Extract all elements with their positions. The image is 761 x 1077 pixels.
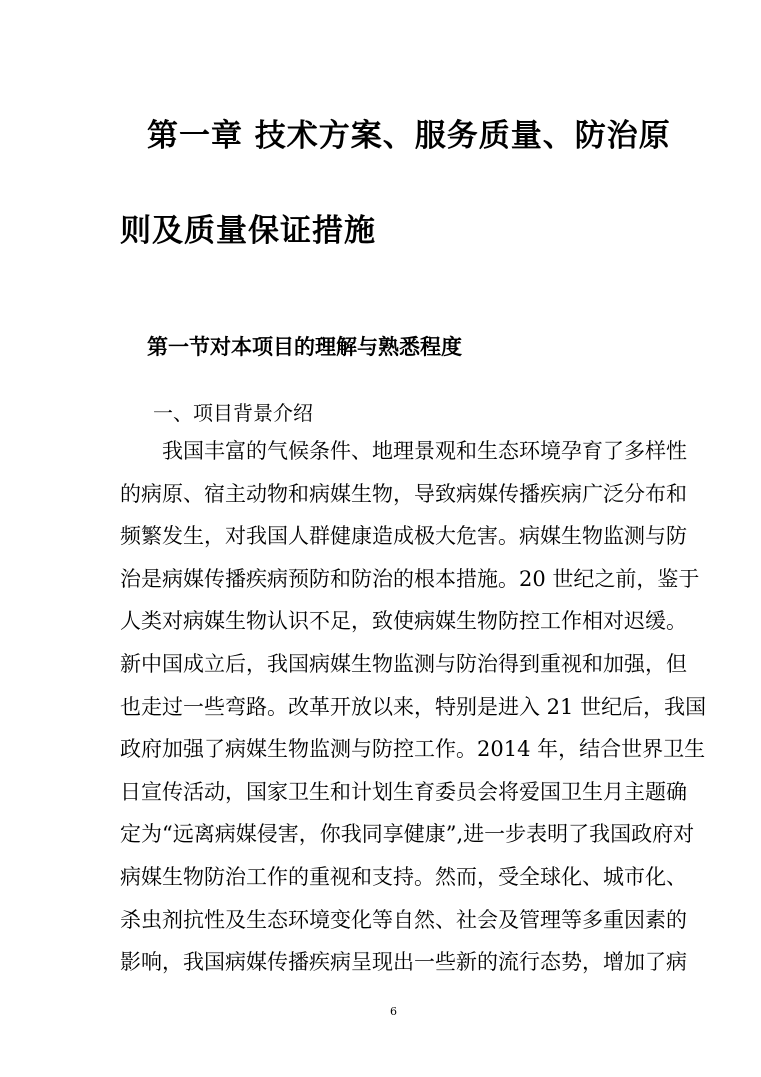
- paragraph-line: 杀虫剂抗性及生态环境变化等自然、社会及管理等多重因素的: [120, 907, 687, 932]
- paragraph-line: 病媒生物防治工作的重视和支持。然而，受全球化、城市化、: [120, 865, 687, 889]
- paragraph-line: 频繁发生，对我国人群健康造成极大危害。病媒生物监测与防: [120, 524, 687, 549]
- subsection-title: 一、项目背景介绍: [153, 401, 313, 425]
- paragraph-line: 我国丰富的气候条件、地理景观和生态环境孕育了多样性: [162, 439, 687, 463]
- paragraph-line: 新中国成立后，我国病媒生物监测与防治得到重视和加强，但: [120, 652, 687, 676]
- paragraph-line: 政府加强了病媒生物监测与防控工作。2014 年，结合世界卫生: [120, 737, 706, 762]
- chapter-title-line-1: 第一章 技术方案、服务质量、防治原: [147, 118, 671, 154]
- paragraph-line: 也走过一些弯路。改革开放以来，特别是进入 21 世纪后，我国: [120, 694, 707, 719]
- section-title: 第一节对本项目的理解与熟悉程度: [147, 334, 462, 359]
- paragraph-line: 定为“远离病媒侵害，你我同享健康”,进一步表明了我国政府对: [120, 822, 695, 847]
- paragraph-line: 日宣传活动，国家卫生和计划生育委员会将爱国卫生月主题确: [120, 779, 687, 804]
- paragraph-line: 的病原、宿主动物和病媒生物，导致病媒传播疾病广泛分布和: [120, 481, 687, 506]
- chapter-title-line-2: 则及质量保证措施: [120, 213, 376, 249]
- paragraph-line: 人类对病媒生物认识不足，致使病媒生物防控工作相对迟缓。: [120, 609, 687, 634]
- page-number: 6: [390, 1005, 397, 1018]
- paragraph-line: 治是病媒传播疾病预防和防治的根本措施。20 世纪之前，鉴于: [120, 566, 700, 591]
- paragraph-line: 影响，我国病媒传播疾病呈现出一些新的流行态势，增加了病: [120, 950, 687, 975]
